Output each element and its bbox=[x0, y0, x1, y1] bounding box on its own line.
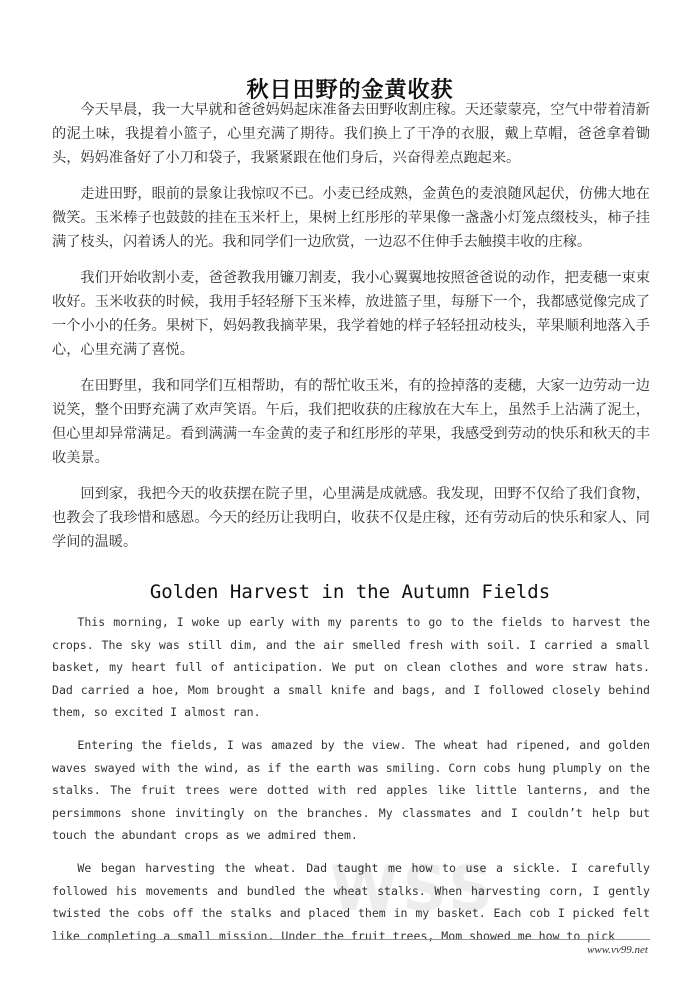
english-paragraph-3: We began harvesting the wheat. Dad taught me how to use a sickle. I carefully followed his movements and bundled the wheat stalks. When harvesting corn, I gently twisted the cobs off the stalks and placed them in my basket. Each cob I picked felt like completing a small mission. Under the fruit trees, Mom showed me how to pick bbox=[52, 860, 650, 943]
chinese-paragraph-5: 回到家，我把今天的收获摆在院子里，心里满是成就感。我发现，田野不仅给了我们食物，也教会了我珍惜和感恩。今天的经历让我明白，收获不仅是庄稼，还有劳动后的快乐和家人、同学间的温暖。 bbox=[52, 486, 650, 550]
chinese-paragraph-4: 在田野里，我和同学们互相帮助，有的帮忙收玉米，有的捡掉落的麦穗，大家一边劳动一边说笑，整个田野充满了欢声笑语。午后，我们把收获的庄稼放在大车上，虽然手上沾满了泥土，但心里却异常满足。看到满满一车金黄的麦子和红彤彤的苹果，我感受到劳动的快乐和秋天的丰收美景。 bbox=[52, 378, 650, 466]
footer-site-link[interactable]: www.vv99.net bbox=[587, 944, 648, 956]
chinese-body bbox=[52, 98, 650, 566]
footer-divider bbox=[52, 939, 650, 940]
chinese-paragraph-3: 我们开始收割小麦，爸爸教我用镰刀割麦，我小心翼翼地按照爸爸说的动作，把麦穗一束束收好。玉米收获的时候，我用手轻轻掰下玉米棒，放进篮子里，每掰下一个，我都感觉像完成了一个小小的任务。果树下，妈妈教我摘苹果，我学着她的样子轻轻扭动枝头，苹果顺利地落入手心，心里充满了喜悦。 bbox=[52, 270, 650, 358]
chinese-paragraph-1: 今天早晨，我一大早就和爸爸妈妈起床准备去田野收割庄稼。天还蒙蒙亮，空气中带着清新的泥土味，我提着小篮子，心里充满了期待。我们换上了干净的衣服，戴上草帽，爸爸拿着锄头，妈妈准备好了小刀和袋子，我紧紧跟在他们身后，兴奋得差点跑起来。 bbox=[52, 102, 650, 166]
english-paragraph-2: Entering the fields, I was amazed by the view. The wheat had ripened, and golden waves swayed with the wind, as if the earth was smiling. Corn cobs hung plumply on the stalks. The fruit trees were dotted with red apples like little lanterns, and the persimmons shone invitingly on the branches. My classmates and I couldn’t help but touch the abundant crops as we admired them. bbox=[52, 737, 650, 843]
english-title: Golden Harvest in the Autumn Fields bbox=[149, 580, 551, 603]
english-paragraph-1: This morning, I woke up early with my parents to go to the fields to harvest the crops. The sky was still dim, and the air smelled fresh with soil. I carried a small basket, my heart full of anticipation. We put on clean clothes and wore straw hats. Dad carried a hoe, Mom brought a small knife and bags, and I followed closely behind them, so excited I almost ran. bbox=[52, 615, 650, 720]
chinese-title: 秋日田野的金黄收获 bbox=[246, 76, 454, 103]
watermark: WSS bbox=[330, 852, 497, 925]
english-body bbox=[52, 611, 650, 957]
chinese-paragraph-2: 走进田野，眼前的景象让我惊叹不已。小麦已经成熟，金黄色的麦浪随风起伏，仿佛大地在微笑。玉米棒子也鼓鼓的挂在玉米杆上，果树上红彤彤的苹果像一盏盏小灯笼点缀枝头，柿子挂满了枝头，闪着诱人的光。我和同学们一边欣赏，一边忍不住伸手去触摸丰收的庄稼。 bbox=[52, 186, 650, 250]
